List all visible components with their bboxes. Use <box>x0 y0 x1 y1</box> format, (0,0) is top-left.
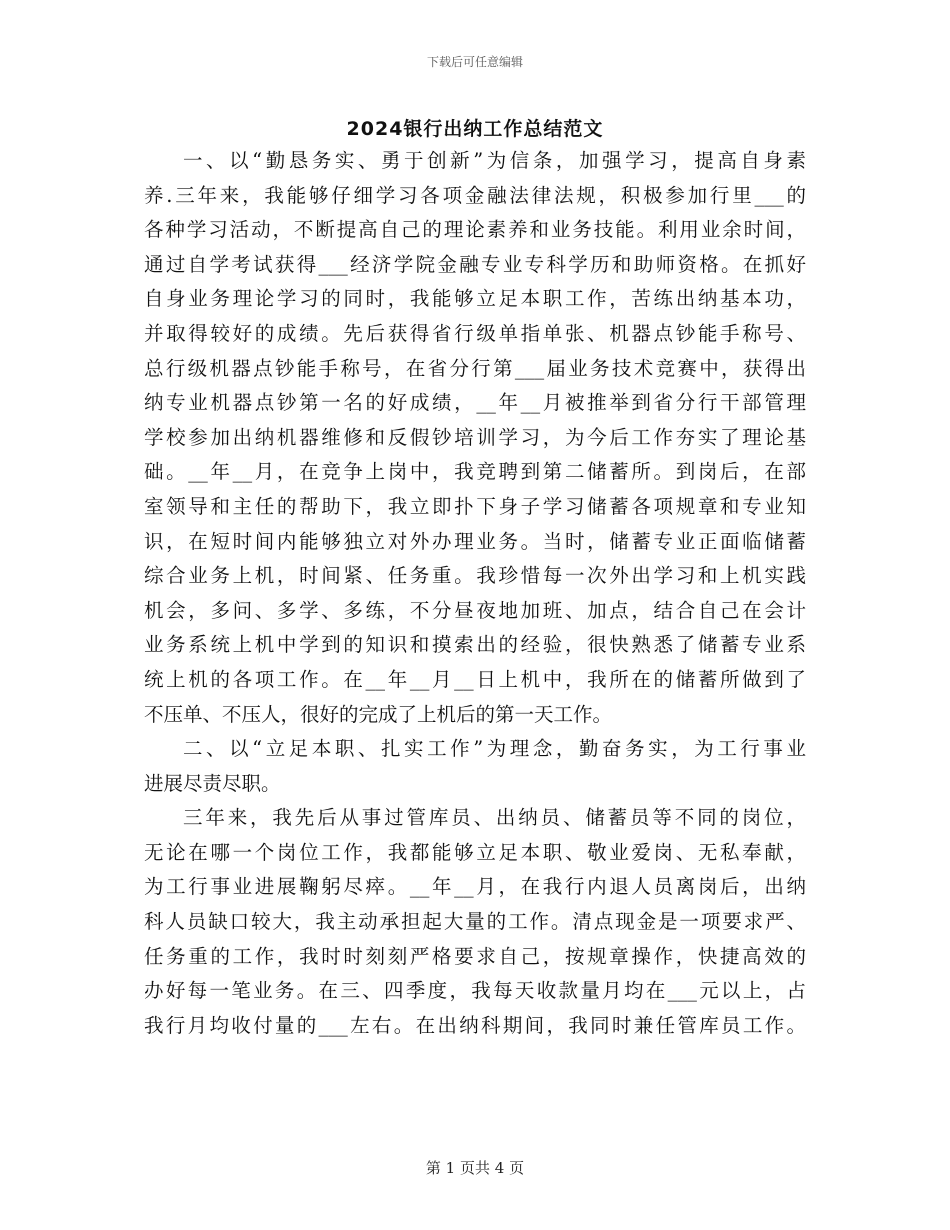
paragraph-line: 础。__年__月，在竞争上岗中，我竞聘到第二储蓄所。到岗后，在部 <box>144 460 806 484</box>
paragraph-line: 综合业务上机，时间紧、任务重。我珍惜每一次外出学习和上机实践 <box>144 564 806 588</box>
paragraph-line: 识，在短时间内能够独立对外办理业务。当时，储蓄专业正面临储蓄 <box>144 529 806 553</box>
paragraph-line: 无论在哪一个岗位工作，我都能够立足本职、敬业爱岗、无私奉献， <box>144 840 806 864</box>
paragraph-line: 业务系统上机中学到的知识和摸索出的经验，很快熟悉了储蓄专业系 <box>144 633 806 657</box>
paragraph-line: 统上机的各项工作。在__年__月__日上机中，我所在的储蓄所做到了 <box>144 667 806 691</box>
document-title: 2024银行出纳工作总结范文 <box>346 118 604 140</box>
paragraph-line: 通过自学考试获得___经济学院金融专业专科学历和助师资格。在抓好 <box>144 252 806 276</box>
paragraph-line: 纳专业机器点钞第一名的好成绩，__年__月被推举到省分行干部管理 <box>144 391 806 415</box>
paragraph-line: 我行月均收付量的___左右。在出纳科期间，我同时兼任管库员工作。 <box>144 1013 806 1037</box>
paragraph-line: 各种学习活动，不断提高自己的理论素养和业务技能。利用业余时间， <box>144 218 806 242</box>
paragraph-line: 科人员缺口较大，我主动承担起大量的工作。清点现金是一项要求严、 <box>144 910 806 934</box>
paragraph-line: 办好每一笔业务。在三、四季度，我每天收款量月均在___元以上，占 <box>144 979 806 1003</box>
paragraph-line: 二、以“立足本职、扎实工作”为理念，勤奋务实，为工行事业 <box>183 737 806 761</box>
paragraph-line: 为工行事业进展鞠躬尽瘁。__年__月，在我行内退人员离岗后，出纳 <box>144 875 806 899</box>
paragraph-line: 一、以“勤恳务实、勇于创新”为信条，加强学习，提高自身素 <box>183 149 806 172</box>
paragraph-line: 机会，多问、多学、多练，不分昼夜地加班、加点，结合自己在会计 <box>144 598 806 622</box>
page-number: 第 1 页共 4 页 <box>425 1159 525 1177</box>
paragraph-line: 室领导和主任的帮助下，我立即扑下身子学习储蓄各项规章和专业知 <box>144 494 806 518</box>
paragraph-line: 三年来，我先后从事过管库员、出纳员、储蓄员等不同的岗位， <box>183 806 806 830</box>
paragraph-line: 并取得较好的成绩。先后获得省行级单指单张、机器点钞能手称号、 <box>144 321 806 345</box>
paragraph-line: 任务重的工作，我时时刻刻严格要求自己，按规章操作，快捷高效的 <box>144 944 806 968</box>
paragraph-line: 进展尽责尽职。 <box>144 771 281 795</box>
paragraph-line: 不压单、不压人，很好的完成了上机后的第一天工作。 <box>144 702 613 726</box>
page-header-note: 下载后可任意编辑 <box>426 55 523 69</box>
paragraph-line: 总行级机器点钞能手称号，在省分行第___届业务技术竞赛中，获得出 <box>144 356 806 380</box>
document-body <box>144 144 806 1043</box>
paragraph-line: 学校参加出纳机器维修和反假钞培训学习，为今后工作夯实了理论基 <box>144 425 806 449</box>
paragraph-line: 自身业务理论学习的同时，我能够立足本职工作，苦练出纳基本功， <box>144 287 806 311</box>
paragraph-line: 养.三年来，我能够仔细学习各项金融法律法规，积极参加行里___的 <box>144 183 806 207</box>
